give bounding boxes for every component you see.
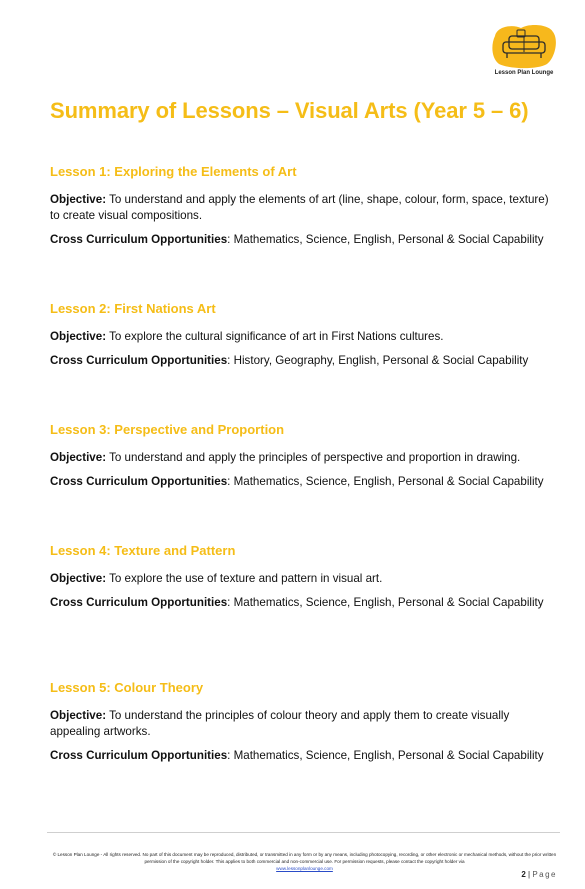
lesson-5 (50, 680, 560, 817)
lesson-title: Lesson 2: First Nations Art (50, 301, 216, 316)
page-title: Summary of Lessons – Visual Arts (Year 5 – 6) (50, 98, 529, 123)
cross-curriculum-label: Cross Curriculum Opportunities (50, 596, 228, 609)
lesson-objective (50, 329, 560, 345)
lesson-3 (50, 422, 560, 543)
lesson-title: Lesson 1: Exploring the Elements of Art (50, 164, 297, 179)
objective-text: To explore the cultural significance of art in First Nations cultures. (109, 330, 444, 343)
footer-copyright (52, 851, 557, 872)
objective-label: Objective: (50, 330, 107, 343)
cross-curriculum-text: Mathematics, Science, English, Personal & Social Capability (233, 749, 544, 762)
lesson-cross-curriculum: Cross Curriculum Opportunities: Mathematics, Science, English, Personal & Social Capability (50, 596, 544, 609)
objective-text: To understand the principles of colour theory and apply them to create visually appealing artworks. (50, 709, 510, 738)
cross-curriculum-text: Mathematics, Science, English, Personal & Social Capability (233, 596, 544, 609)
lesson-objective (50, 708, 560, 740)
cross-curriculum-text: History, Geography, English, Personal & Social Capability (233, 354, 529, 367)
cross-curriculum-text: Mathematics, Science, English, Personal & Social Capability (233, 233, 544, 246)
lesson-cross-curriculum: Cross Curriculum Opportunities: History, Geography, English, Personal & Social Capability (50, 354, 529, 367)
lesson-list (50, 164, 560, 817)
lesson-2 (50, 301, 560, 422)
lesson-1 (50, 164, 560, 301)
lesson-4 (50, 543, 560, 680)
page-separator: | (525, 870, 533, 879)
objective-text: To explore the use of texture and pattern in visual art. (109, 572, 383, 585)
lesson-title: Lesson 3: Perspective and Proportion (50, 422, 285, 437)
objective-label: Objective: (50, 709, 107, 722)
cross-curriculum-label: Cross Curriculum Opportunities (50, 233, 228, 246)
logo-text: Lesson Plan Lounge (494, 70, 554, 76)
lesson-title: Lesson 4: Texture and Pattern (50, 543, 236, 558)
website-link[interactable]: www.lessonplanlounge.com (276, 866, 333, 871)
lesson-title: Lesson 5: Colour Theory (50, 680, 204, 695)
objective-text: To understand and apply the elements of art (line, shape, colour, form, space, texture) to create visual compositions. (50, 193, 549, 222)
lesson-objective (50, 192, 560, 224)
lesson-cross-curriculum: Cross Curriculum Opportunities: Mathematics, Science, English, Personal & Social Capability (50, 475, 544, 488)
page-number-value: 2 (521, 870, 526, 879)
page-word: Page (532, 870, 557, 879)
objective-label: Objective: (50, 572, 107, 585)
cross-curriculum-text: Mathematics, Science, English, Personal & Social Capability (233, 475, 544, 488)
lesson-plan-lounge-logo (489, 24, 559, 78)
objective-label: Objective: (50, 193, 107, 206)
cross-curriculum-label: Cross Curriculum Opportunities (50, 749, 228, 762)
lesson-cross-curriculum: Cross Curriculum Opportunities: Mathematics, Science, English, Personal & Social Capability (50, 233, 544, 246)
lesson-cross-curriculum: Cross Curriculum Opportunities: Mathematics, Science, English, Personal & Social Capability (50, 749, 544, 762)
cross-curriculum-label: Cross Curriculum Opportunities (50, 354, 228, 367)
lesson-objective (50, 450, 560, 466)
footer-divider (47, 832, 560, 833)
sofa-logo-icon (489, 24, 559, 70)
copyright-text: © Lesson Plan Lounge - All rights reserved. No part of this document may be reproduced, distributed, or transmitted in any form or by any means, including photocopying, recording, or other electronic or mechanical methods, without the prior written permission of the copyright holder. This applies to both commercial and non-commercial use. For permission requests, please contact the copyright holder via (52, 852, 557, 864)
lesson-objective (50, 571, 560, 587)
cross-curriculum-label: Cross Curriculum Opportunities (50, 475, 228, 488)
page-number (521, 870, 557, 879)
objective-label: Objective: (50, 451, 107, 464)
objective-text: To understand and apply the principles of perspective and proportion in drawing. (109, 451, 521, 464)
